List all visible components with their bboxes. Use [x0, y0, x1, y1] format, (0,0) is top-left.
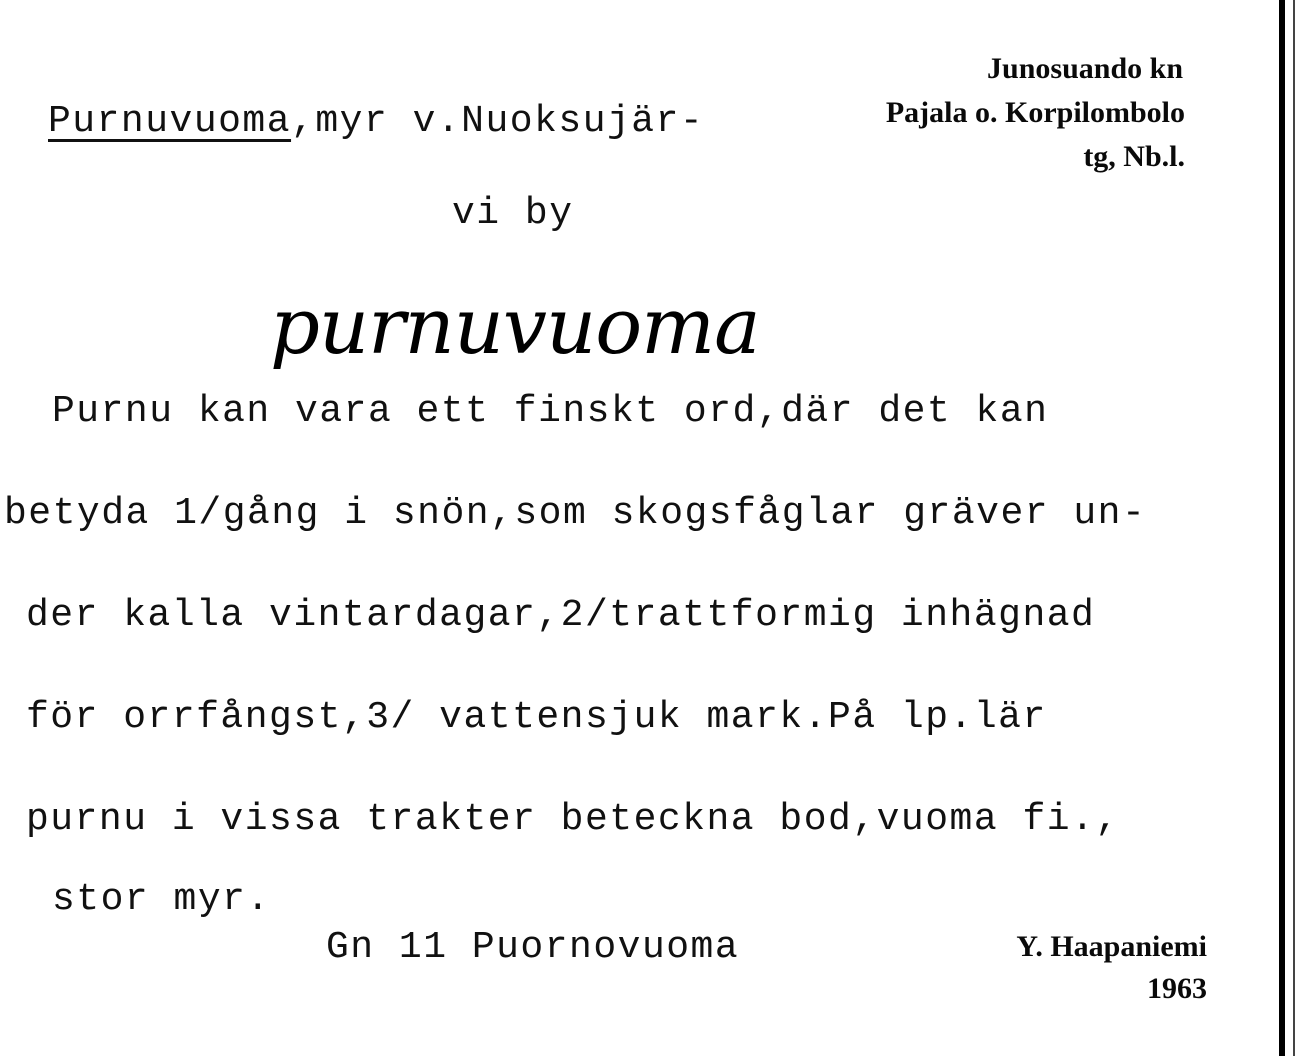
entry-name: Purnuvuoma	[48, 100, 292, 143]
author-year: 1963	[1147, 972, 1207, 1005]
body-line-3: der kalla vintardagar,2/trattformig inhägnad	[26, 594, 1096, 637]
reference-line: Gn 11 Puornovuoma	[326, 926, 740, 969]
handwritten-form: purnuvuoma	[270, 282, 760, 372]
parish-stamp-line2: Pajala o. Korpilombolo	[885, 96, 1185, 129]
entry-headline	[48, 100, 704, 143]
author-name: Y. Haapaniemi	[1016, 930, 1207, 963]
body-line-2: betyda 1/gång i snön,som skogsfåglar gräver un-	[4, 492, 1147, 535]
entry-line2: vi by	[452, 192, 574, 235]
body-line-4: för orrfångst,3/ vattensjuk mark.På lp.lär	[26, 696, 1047, 739]
entry-description: ,myr v.Nuoksujär-	[291, 100, 705, 143]
body-line-1: Purnu kan vara ett finskt ord,där det kan	[52, 390, 1049, 433]
parish-stamp-line1: Junosuando kn	[987, 52, 1183, 85]
card-edge-thin	[1293, 0, 1295, 1056]
parish-stamp-line3: tg, Nb.l.	[1083, 140, 1185, 173]
card-edge-line	[1279, 0, 1285, 1056]
body-line-6: stor myr.	[52, 878, 271, 921]
body-line-5: purnu i vissa trakter beteckna bod,vuoma fi.,	[26, 798, 1120, 841]
